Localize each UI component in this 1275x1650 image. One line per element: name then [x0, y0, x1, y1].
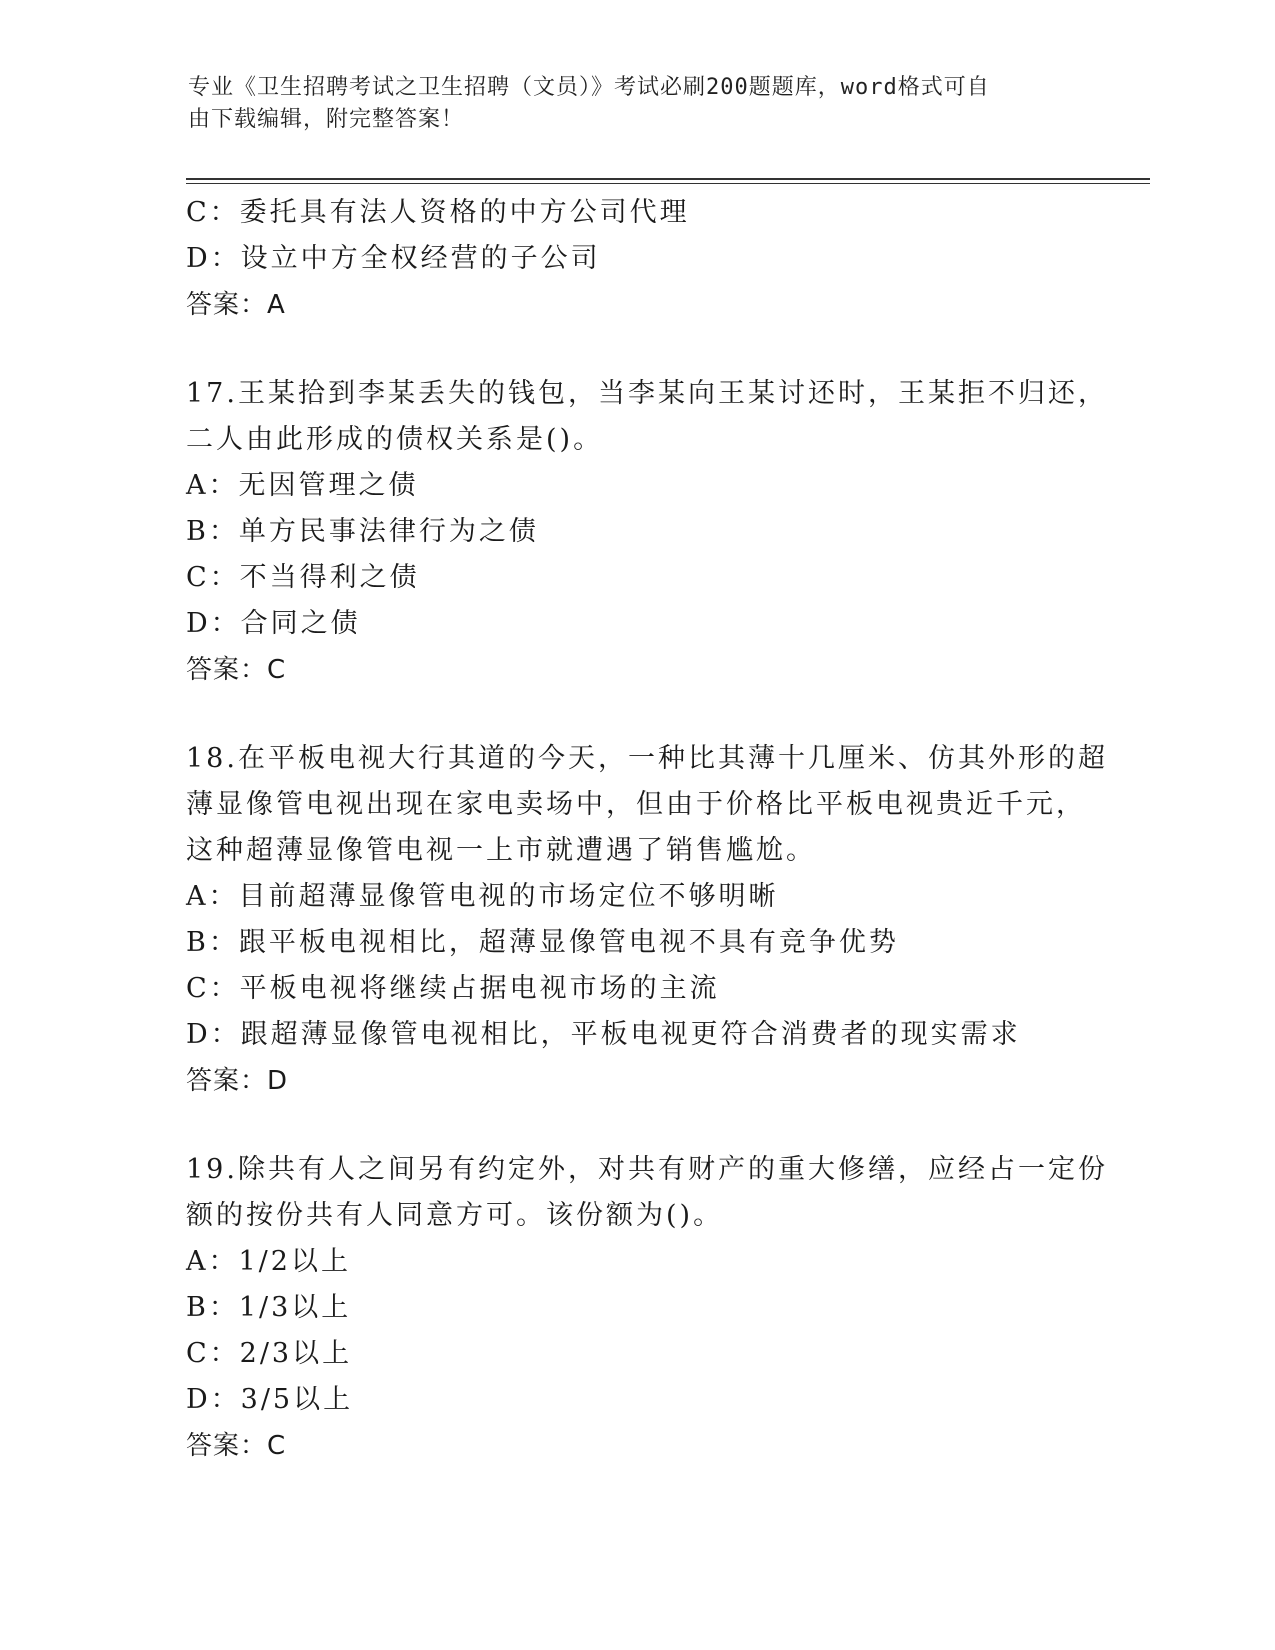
option-b: B：单方民事法律行为之债: [186, 516, 539, 547]
question-17: [186, 371, 1108, 693]
answer-label: 答案：C: [186, 1431, 287, 1461]
option-d: D：设立中方全权经营的子公司: [186, 243, 601, 274]
question-text-line: 额的按份共有人同意方可。该份额为()。: [186, 1200, 724, 1231]
spacer: [186, 328, 1086, 371]
option-b: B：跟平板电视相比，超薄显像管电视不具有竞争优势: [186, 927, 899, 958]
question-19: [186, 1147, 1108, 1469]
answer-label: 答案：C: [186, 655, 287, 685]
option-c: C：不当得利之债: [186, 562, 420, 593]
spacer: [186, 693, 1086, 736]
spacer: [186, 1104, 1086, 1147]
question-text-line: 二人由此形成的债权关系是()。: [186, 424, 604, 455]
header-line-1: 专业《卫生招聘考试之卫生招聘（文员）》考试必刷200题题库，word格式可自: [188, 75, 990, 100]
option-a: A：1/2以上: [186, 1246, 351, 1277]
header-line-2: 由下载编辑，附完整答案！: [188, 107, 465, 132]
header-divider-thin: [186, 183, 1150, 184]
option-d: D：跟超薄显像管电视相比，平板电视更符合消费者的现实需求: [186, 1019, 1021, 1050]
question-text-line: 薄显像管电视出现在家电卖场中，但由于价格比平板电视贵近千元，: [186, 789, 1086, 820]
answer-label: 答案：A: [186, 290, 286, 320]
answer-label: 答案：D: [186, 1066, 289, 1096]
option-d: D：合同之债: [186, 608, 361, 639]
option-c: C：2/3以上: [186, 1338, 353, 1369]
question-text-line: 18.在平板电视大行其道的今天，一种比其薄十几厘米、仿其外形的超: [186, 743, 1108, 774]
question-list: [186, 190, 1108, 1469]
option-c: C：平板电视将继续占据电视市场的主流: [186, 973, 720, 1004]
document-header: [188, 72, 1068, 136]
option-d: D：3/5以上: [186, 1384, 354, 1415]
option-b: B：1/3以上: [186, 1292, 352, 1323]
question-text-line: 17.王某拾到李某丢失的钱包，当李某向王某讨还时，王某拒不归还，: [186, 378, 1108, 409]
option-a: A：无因管理之债: [186, 470, 419, 501]
question-text-line: 19.除共有人之间另有约定外，对共有财产的重大修缮，应经占一定份: [186, 1154, 1108, 1185]
question-16-tail: [186, 190, 1086, 328]
header-divider-thick: [186, 178, 1150, 180]
question-text-line: 这种超薄显像管电视一上市就遭遇了销售尴尬。: [186, 835, 816, 866]
option-c: C：委托具有法人资格的中方公司代理: [186, 197, 690, 228]
question-18: [186, 736, 1108, 1104]
option-a: A：目前超薄显像管电视的市场定位不够明晰: [186, 881, 779, 912]
